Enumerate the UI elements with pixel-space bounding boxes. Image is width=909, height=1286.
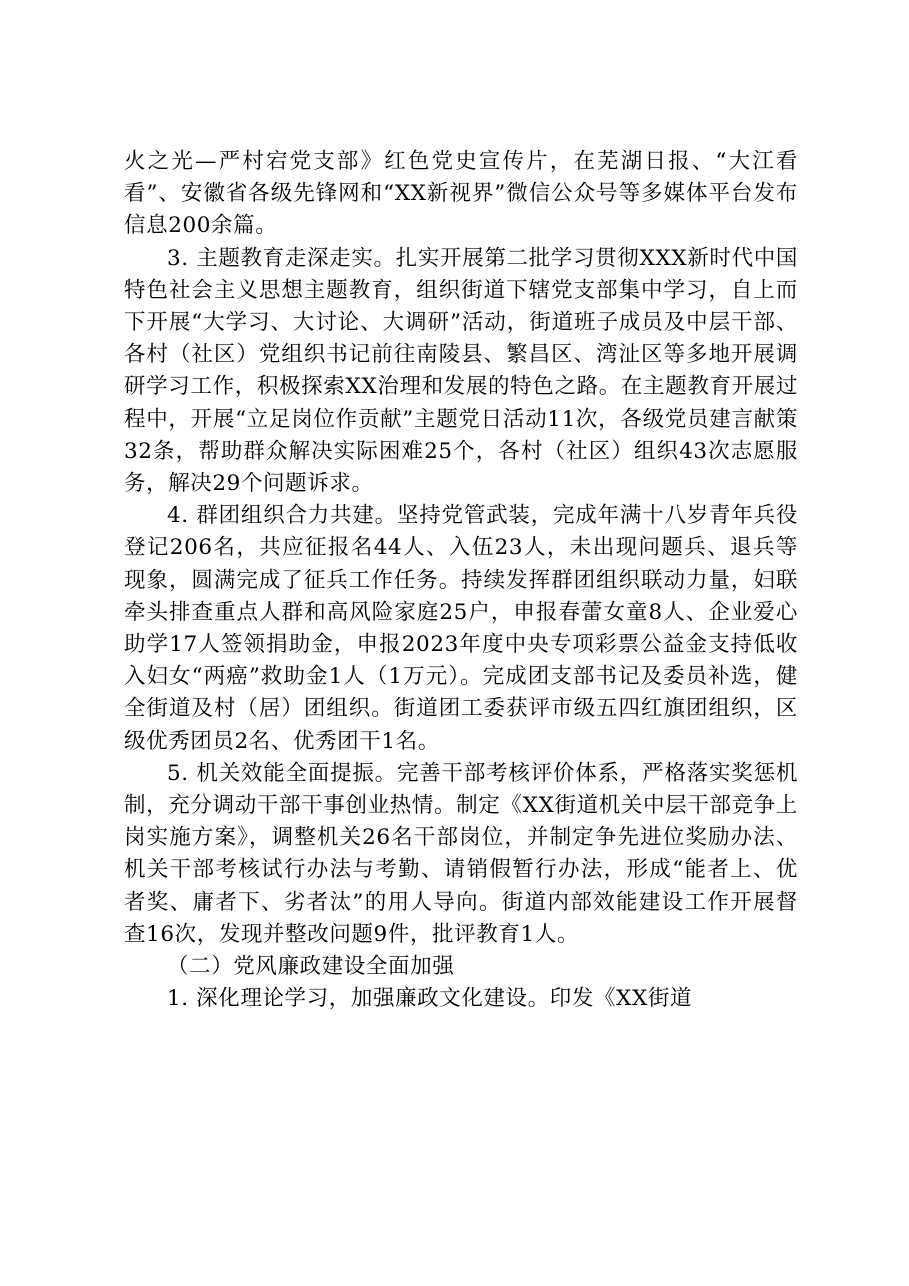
paragraph-item-1-theory-study: 1. 深化理论学习，加强廉政文化建设。印发《XX街道	[167, 986, 693, 1012]
paragraph-item-3-theme-education: 3. 主题教育走深走实。扎实开展第二批学习贯彻XXX新时代中国特色社会主义思想主题教育，组织街道下辖党支部集中学习，自上而下开展“大学习、大讨论、大调研”活动，街道班子成员及中层干部、各村（社区）党组织书记前往南陵县、繁昌区、湾沚区等多地开展调研学习工作，积极探索XX治理和发展的特色之路。在主题教育开展过程中，开展“立足岗位作贡献”主题党日活动11次，各级党员建言献策32条，帮助群众解决实际困难25个，各村（社区）组织43次志愿服务，解决29个问题诉求。	[124, 245, 798, 497]
body-text	[124, 146, 798, 1015]
section-subheading: （二）党风廉政建设全面加强	[167, 954, 455, 980]
paragraph-continuation: 火之光—严村宕党支部》红色党史宣传片，在芜湖日报、“大江看看”、安徽省各级先锋网和“XX新视界”微信公众号等多媒体平台发布信息200余篇。	[124, 149, 798, 239]
paragraph-item-4-mass-organizations: 4. 群团组织合力共建。坚持党管武装，完成年满十八岁青年兵役登记206名，共应征报名44人、入伍23人，未出现问题兵、退兵等现象，圆满完成了征兵工作任务。持续发挥群团组织联动力量，妇联牵头排查重点人群和高风险家庭25户，申报春蕾女童8人、企业爱心助学17人签领捐助金，申报2023年度中央专项彩票公益金支持低收入妇女“两癌”救助金1人（1万元）。完成团支部书记及委员补选，健全街道及村（居）团组织。街道团工委获评市级五四红旗团组织，区级优秀团员2名、优秀团干1名。	[124, 503, 798, 754]
paragraph-item-5-agency-efficiency: 5. 机关效能全面提振。完善干部考核评价体系，严格落实奖惩机制，充分调动干部干事创业热情。制定《XX街道机关中层干部竞争上岗实施方案》，调整机关26名干部岗位，并制定争先进位奖励办法、机关干部考核试行办法与考勤、请销假暂行办法，形成“能者上、优者奖、庸者下、劣者汰”的用人导向。街道内部效能建设工作开展督查16次，发现并整改问题9件，批评教育1人。	[124, 760, 798, 947]
